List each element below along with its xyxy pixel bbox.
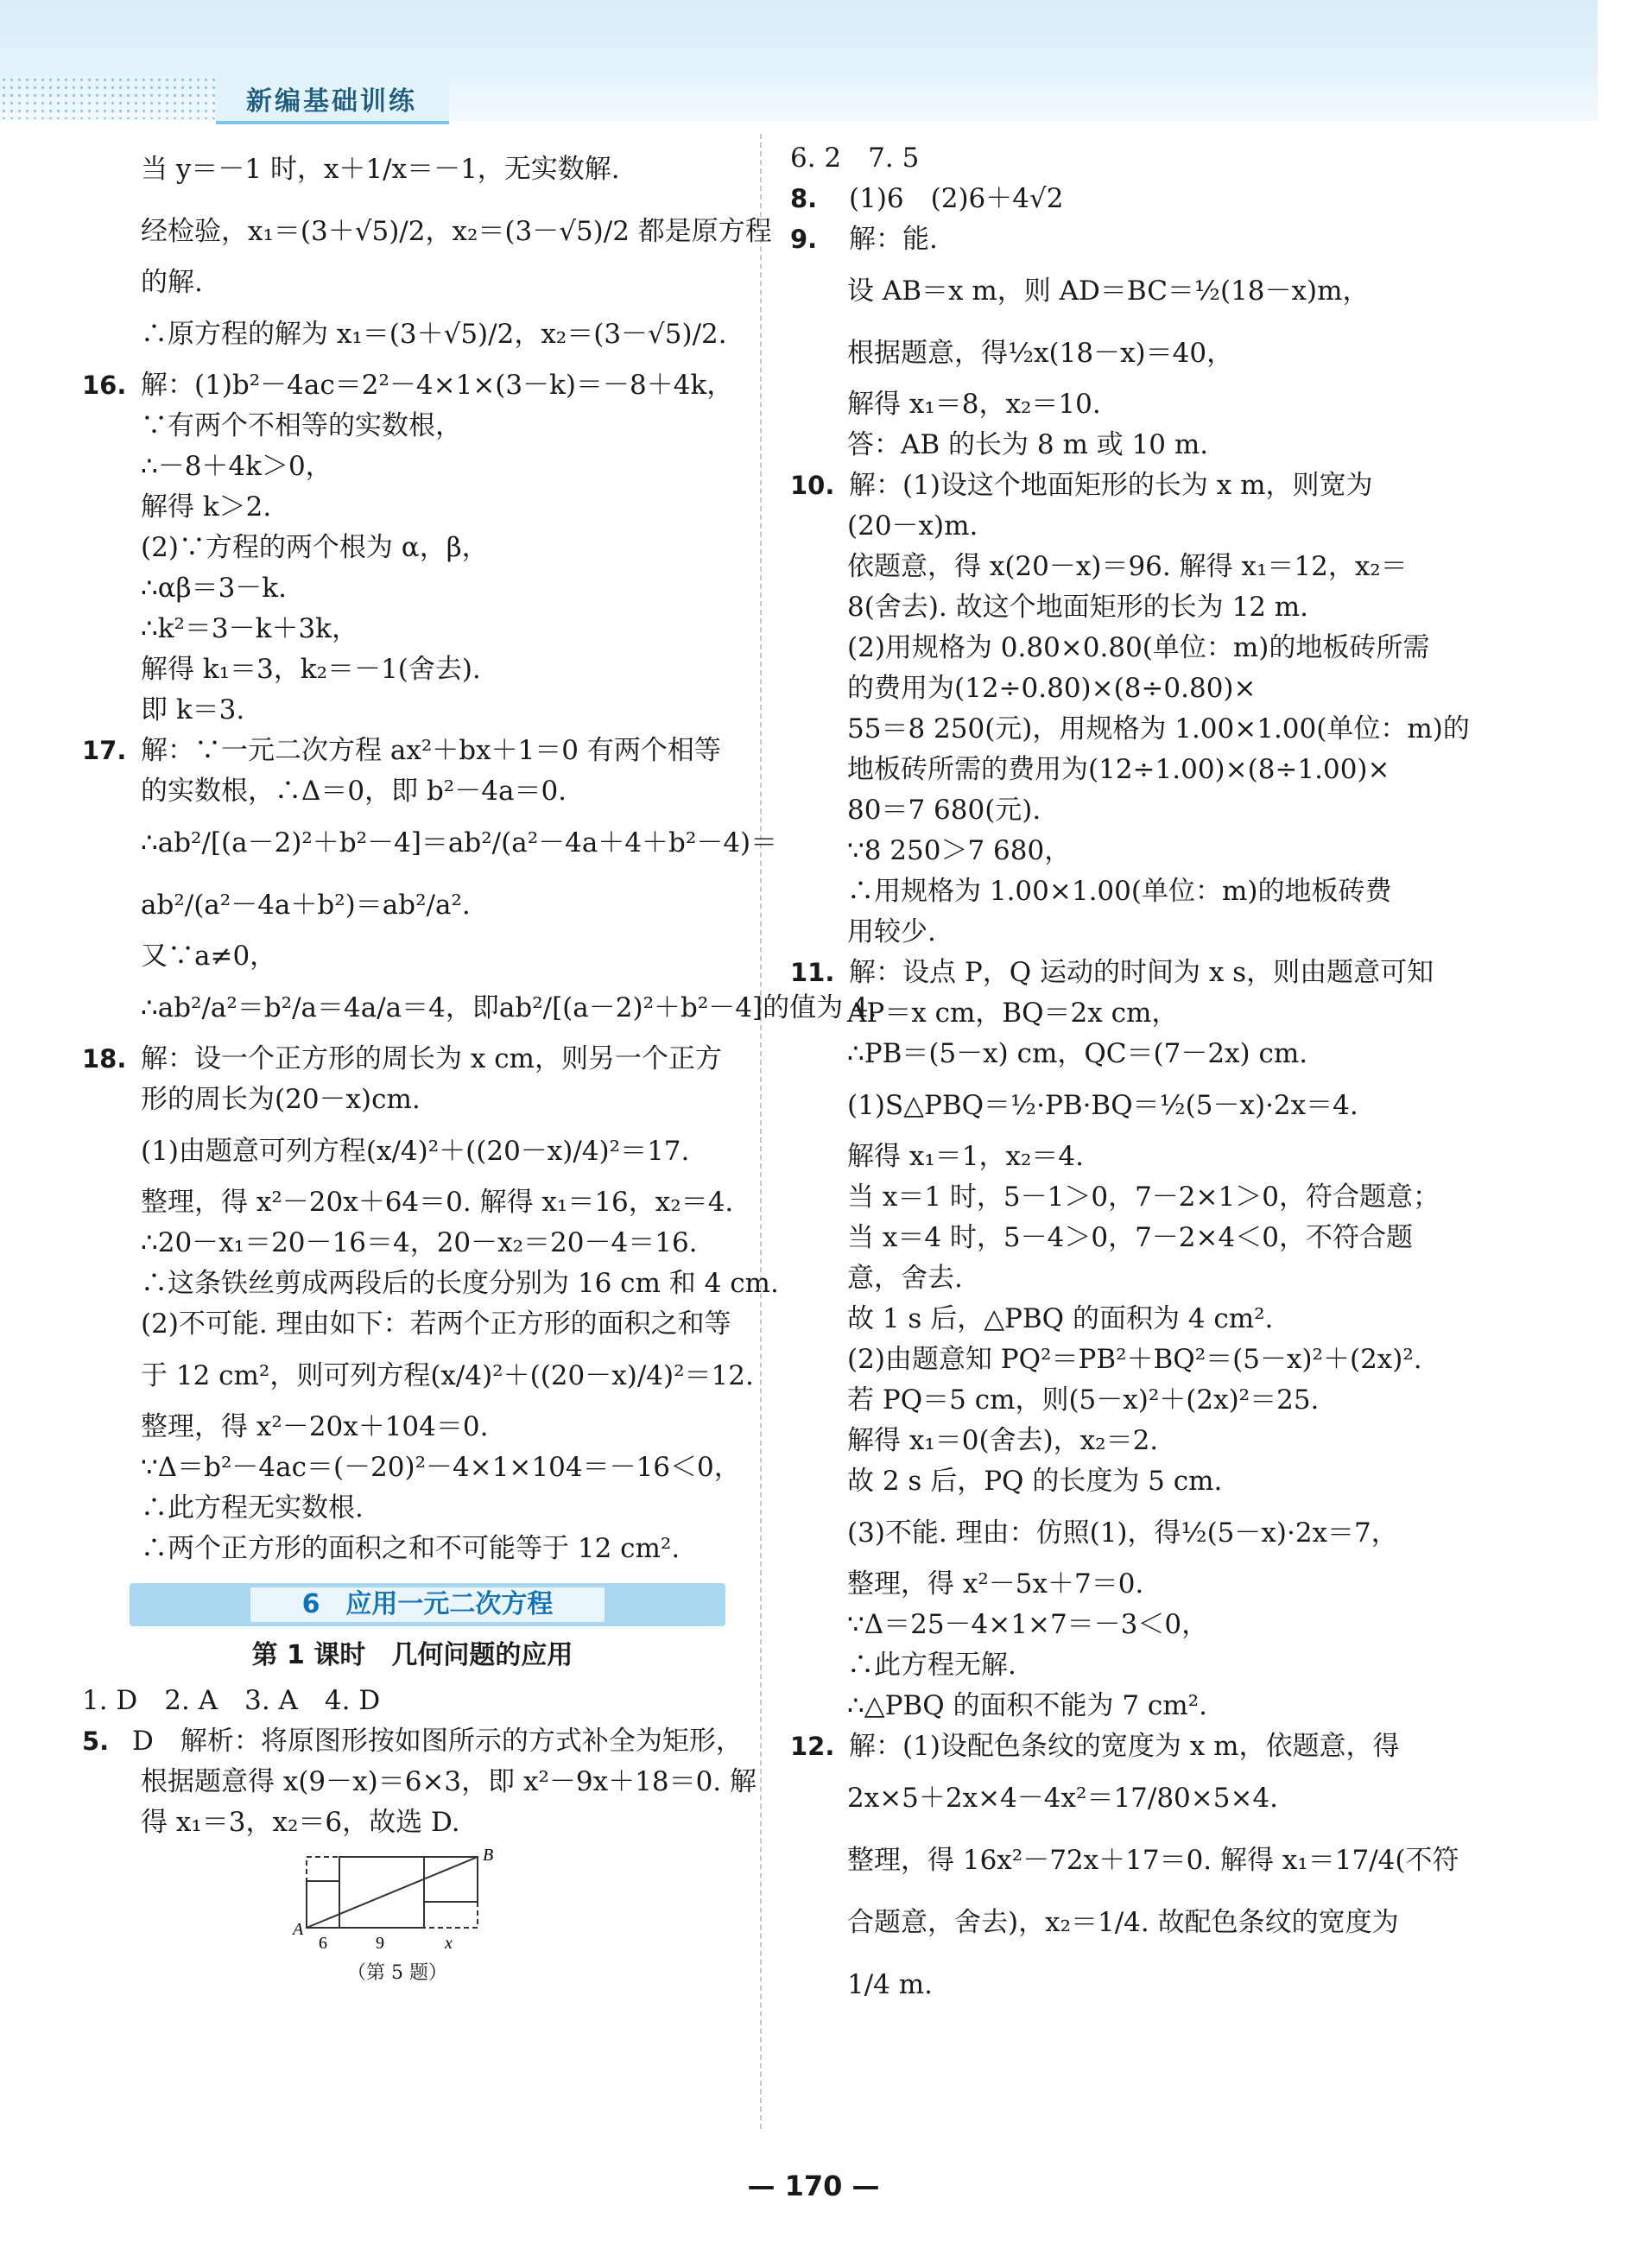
right-column (790, 138, 1470, 2016)
answer-line (82, 812, 778, 874)
book-series-title: 新编基础训练 (246, 86, 417, 117)
answer-line (82, 1120, 743, 1182)
answer-line (790, 179, 1455, 219)
answer-line (790, 1299, 1455, 1340)
answer-text: ∵Δ＝b²－4ac＝(－20)²－4×1×104＝－16＜0， (141, 1452, 741, 1483)
answer-text: 故 1 s 后，△PBQ 的面积为 4 cm². (847, 1303, 1274, 1334)
answer-text: 经检验，x₁＝(3＋√5)/2，x₂＝(3－√5)/2 都是原方程 (141, 216, 772, 247)
problem-number: 5. (82, 1726, 110, 1756)
answer-text: 80＝7 680(元). (847, 795, 1041, 826)
answer-text: (3)不能. 理由：仿照(1)，得½(5－x)·2x＝7， (847, 1517, 1398, 1549)
problem-number: 11. (790, 958, 835, 987)
answer-text: 2x×5＋2x×4－4x²＝17/80×5×4. (847, 1783, 1279, 1814)
answer-text: 的解. (141, 267, 203, 298)
answer-line (790, 260, 1455, 322)
problem-number: 10. (790, 471, 835, 500)
answer-line (790, 1564, 1455, 1605)
answer-line (790, 1137, 1455, 1177)
answer-line (82, 1802, 743, 1843)
answer-line (790, 1645, 1455, 1686)
problem-number: 9. (790, 225, 818, 254)
answer-text: 解：设点 P，Q 运动的时间为 x s，则由题意可知 (849, 957, 1434, 988)
answer-text: 即 k＝3. (141, 694, 245, 725)
answer-text: ∴k²＝3－k＋3k， (141, 613, 358, 644)
answer-text: ∴这条铁丝剪成两段后的长度分别为 16 cm 和 4 cm. (141, 1268, 779, 1299)
answer-line (82, 263, 743, 303)
answer-text: ∵Δ＝25－4×1×7＝－3＜0， (847, 1609, 1209, 1640)
answer-line (790, 1380, 1455, 1421)
answer-text: (1)由题意可列方程(x/4)²＋((20－x)/4)²＝17. (141, 1136, 690, 1167)
answer-line (790, 1218, 1455, 1258)
answer-text: ∴此方程无解. (847, 1650, 1016, 1681)
answer-text: 用较少. (847, 916, 936, 947)
answer-line (82, 1264, 779, 1304)
answer-line (790, 1258, 1455, 1299)
answer-text: 根据题意得 x(9－x)＝6×3，即 x²－9x＋18＝0. 解 (141, 1766, 757, 1797)
answer-line (790, 219, 1455, 260)
answer-text: ∵8 250＞7 680， (847, 835, 1072, 866)
answer-text: 解得 k＞2. (141, 491, 272, 523)
answer-line (790, 628, 1455, 668)
answer-text: 解得 x₁＝1，x₂＝4. (847, 1141, 1084, 1172)
answer-text: ∴PB＝(5－x) cm，QC＝(7－2x) cm. (847, 1038, 1308, 1069)
answer-line (82, 406, 743, 447)
answer-text: 1. D 2. A 3. A 4. D (82, 1685, 381, 1716)
answer-text: 解：(1)设配色条纹的宽度为 x m，依题意，得 (849, 1731, 1400, 1762)
problem-number: 12. (790, 1732, 835, 1761)
answer-text: 意，舍去. (847, 1263, 963, 1294)
right-answer-lines (790, 138, 1470, 2016)
answer-text: 解得 x₁＝0(舍去)，x₂＝2. (847, 1425, 1159, 1456)
section-banner (130, 1583, 725, 1626)
answer-line (790, 668, 1455, 709)
answer-line (790, 1829, 1459, 1891)
answer-text: ∴两个正方形的面积之和不可能等于 12 cm². (141, 1533, 681, 1564)
answer-line (790, 1421, 1455, 1461)
answer-text: (1)6 (2)6＋4√2 (849, 183, 1064, 214)
answer-line (82, 1407, 743, 1448)
answer-text: 根据题意，得½x(18－x)＝40， (847, 338, 1234, 369)
answer-line (790, 587, 1455, 628)
answer-text: 的实数根，∴Δ＝0，即 b²－4a＝0. (141, 776, 567, 807)
answer-text: 的费用为(12÷0.80)×(8÷0.80)× (847, 673, 1257, 704)
answer-text: 答：AB 的长为 8 m 或 10 m. (847, 429, 1209, 460)
problem-number: 18. (82, 1044, 127, 1074)
answer-line (82, 1721, 743, 1762)
figure-caption: （第 5 题） (347, 1962, 447, 1984)
answer-line (82, 1448, 743, 1488)
answer-text: ∴原方程的解为 x₁＝(3＋√5)/2，x₂＝(3－√5)/2. (141, 319, 727, 350)
answer-text: 解得 x₁＝8，x₂＝10. (847, 389, 1101, 420)
answer-text: ab²/(a²－4a＋b²)＝ab²/a². (141, 890, 471, 921)
answer-text: 解：(1)设这个地面矩形的长为 x m，则宽为 (849, 470, 1373, 501)
answer-line (790, 425, 1455, 466)
answer-text: ∴20－x₁＝20－16＝4，20－x₂＝20－4＝16. (141, 1227, 698, 1258)
answer-text: 整理，得 x²－20x＋104＝0. (141, 1411, 489, 1442)
rectangle-diagram (281, 1848, 505, 1961)
answer-line (82, 528, 743, 568)
answer-line (790, 1461, 1455, 1502)
answer-line (82, 1529, 743, 1569)
answer-line (82, 771, 743, 812)
answer-text: ∴－8＋4k＞0， (141, 451, 332, 482)
answer-text: ∴用规格为 1.00×1.00(单位：m)的地板砖费 (847, 876, 1392, 907)
answer-text: (2)不可能. 理由如下：若两个正方形的面积之和等 (141, 1308, 731, 1340)
answer-text: 若 PQ＝5 cm，则(5－x)²＋(2x)²＝25. (847, 1384, 1320, 1416)
point-b-label: B (483, 1848, 494, 1865)
answer-line (790, 1605, 1455, 1645)
answer-text: 55＝8 250(元)，用规格为 1.00×1.00(单位：m)的 (847, 713, 1470, 744)
answer-text: 形的周长为(20－x)cm. (141, 1084, 421, 1115)
answer-line (790, 1891, 1455, 1954)
problem-number: 17. (82, 736, 127, 765)
answer-line (82, 977, 877, 1039)
lesson-subtitle: 第 1 课时 几何问题的应用 (251, 1640, 573, 1670)
answer-line (82, 1080, 743, 1120)
answer-line (790, 993, 1455, 1034)
answer-line (790, 1954, 1455, 2016)
answer-line (82, 568, 743, 609)
answer-line (82, 200, 772, 263)
answer-line (790, 1034, 1455, 1074)
answer-line (790, 322, 1455, 384)
answer-line (790, 466, 1455, 506)
answer-line (82, 1345, 754, 1407)
answer-text: 地板砖所需的费用为(12÷1.00)×(8÷1.00)× (847, 754, 1390, 785)
answer-line (82, 731, 743, 771)
answer-line (82, 1223, 743, 1264)
answer-line (82, 487, 743, 528)
answer-line (82, 1039, 743, 1080)
answer-text: 合题意，舍去)，x₂＝1/4. 故配色条纹的宽度为 (847, 1907, 1399, 1938)
answer-text: 1/4 m. (847, 1969, 933, 2000)
answer-line (82, 936, 743, 977)
problem-number: 8. (790, 184, 818, 213)
length-x-label: x (445, 1934, 453, 1953)
answer-line (790, 1177, 1455, 1218)
page-number: — 170 — (747, 2170, 880, 2202)
answer-text: (2)由题意知 PQ²＝PB²＋BQ²＝(5－x)²＋(2x)². (847, 1344, 1422, 1375)
answer-line (790, 912, 1455, 953)
answer-text: AP＝x cm，BQ＝2x cm， (847, 998, 1179, 1029)
answer-line (82, 1304, 743, 1345)
answer-text: ∴ab²/[(a－2)²＋b²－4]＝ab²/(a²－4a＋4＋b²－4)＝ (141, 827, 778, 858)
problem-number: 16. (82, 371, 127, 400)
lesson-answer-lines (82, 1681, 757, 1843)
header-dot-pattern (0, 76, 233, 119)
answer-line (82, 1182, 743, 1223)
answer-line (790, 953, 1455, 993)
answer-text: 解：设一个正方形的周长为 x cm，则另一个正方 (141, 1043, 722, 1074)
answer-text: 设 AB＝x m，则 AD＝BC＝½(18－x)m， (847, 276, 1370, 307)
answer-text: 整理，得 x²－5x＋7＝0. (847, 1568, 1144, 1600)
answer-text: 整理，得 16x²－72x＋17＝0. 解得 x₁＝17/4(不符 (847, 1845, 1459, 1876)
answer-text: (1)S△PBQ＝½·PB·BQ＝½(5－x)·2x＝4. (847, 1090, 1358, 1121)
answer-line (82, 609, 743, 649)
point-a-label: A (293, 1920, 304, 1939)
answer-text: ∵有两个不相等的实数根， (141, 410, 462, 441)
answer-line (82, 138, 743, 200)
section-title: 6 应用一元二次方程 (250, 1587, 605, 1622)
answer-text: 依题意，得 x(20－x)＝96. 解得 x₁＝12，x₂＝ (847, 551, 1408, 582)
answer-line (82, 365, 743, 406)
answer-text: 解：(1)b²－4ac＝2²－4×1×(3－k)＝－8＋4k， (141, 370, 734, 401)
answer-text: ∴ab²/a²＝b²/a＝4a/a＝4，即ab²/[(a－2)²＋b²－4]的值为 4. (141, 992, 877, 1023)
answer-text: ∴此方程无实数根. (141, 1492, 364, 1524)
answer-line (790, 384, 1455, 425)
answer-text: 于 12 cm²，则可列方程(x/4)²＋((20－x)/4)²＝12. (141, 1360, 754, 1391)
answer-text: 6. 2 7. 5 (790, 143, 920, 174)
answer-line (790, 1074, 1455, 1137)
answer-line (82, 649, 743, 690)
answer-text: 当 y＝－1 时，x＋1/x＝－1，无实数解. (141, 154, 620, 185)
answer-text: 得 x₁＝3，x₂＝6，故选 D. (141, 1807, 460, 1838)
answer-text: 8(舍去). 故这个地面矩形的长为 12 m. (847, 592, 1309, 623)
answer-text: 当 x＝4 时，5－4＞0，7－2×4＜0，不符合题 (847, 1222, 1413, 1253)
answer-line (790, 831, 1455, 871)
answer-line (790, 1340, 1455, 1380)
answer-text: D 解析：将原图形按如图所示的方式补全为矩形， (132, 1726, 743, 1757)
answer-text: 解：∵一元二次方程 ax²＋bx＋1＝0 有两个相等 (141, 735, 721, 766)
answer-line (790, 547, 1455, 587)
answer-text: (20－x)m. (847, 510, 978, 542)
answer-text: 当 x＝1 时，5－1＞0，7－2×1＞0，符合题意； (847, 1182, 1440, 1213)
answer-line (790, 1767, 1455, 1829)
problem-5-figure (281, 1848, 540, 1986)
answer-line (790, 138, 1455, 179)
answer-line (82, 690, 743, 731)
answer-line (82, 1488, 743, 1529)
answer-line (82, 447, 743, 487)
answer-line (790, 1686, 1455, 1726)
answer-line (790, 709, 1470, 750)
column-divider (760, 134, 762, 2129)
answer-line (82, 303, 743, 365)
answer-text: 解得 k₁＝3，k₂＝－1(舍去). (141, 654, 481, 685)
answer-line (790, 506, 1455, 547)
answer-line (790, 1502, 1455, 1564)
answer-text: 解：能. (849, 224, 938, 255)
answer-text: (2)∵方程的两个根为 α，β， (141, 532, 489, 563)
answer-text: ∴△PBQ 的面积不能为 7 cm². (847, 1690, 1207, 1721)
answer-line (790, 790, 1455, 831)
length-6-label: 6 (319, 1934, 327, 1953)
answer-line (82, 874, 743, 936)
answer-line (790, 871, 1455, 912)
answer-text: 整理，得 x²－20x＋64＝0. 解得 x₁＝16，x₂＝4. (141, 1187, 734, 1218)
answer-line (82, 1762, 757, 1802)
answer-text: 故 2 s 后，PQ 的长度为 5 cm. (847, 1466, 1223, 1497)
answer-text: 又∵a≠0， (141, 941, 277, 972)
length-9-label: 9 (376, 1934, 384, 1953)
answer-line (790, 750, 1455, 790)
answer-text: (2)用规格为 0.80×0.80(单位：m)的地板砖所需 (847, 632, 1430, 663)
answer-line (82, 1681, 743, 1721)
answer-line (790, 1726, 1455, 1767)
answer-text: ∴αβ＝3－k. (141, 573, 287, 604)
